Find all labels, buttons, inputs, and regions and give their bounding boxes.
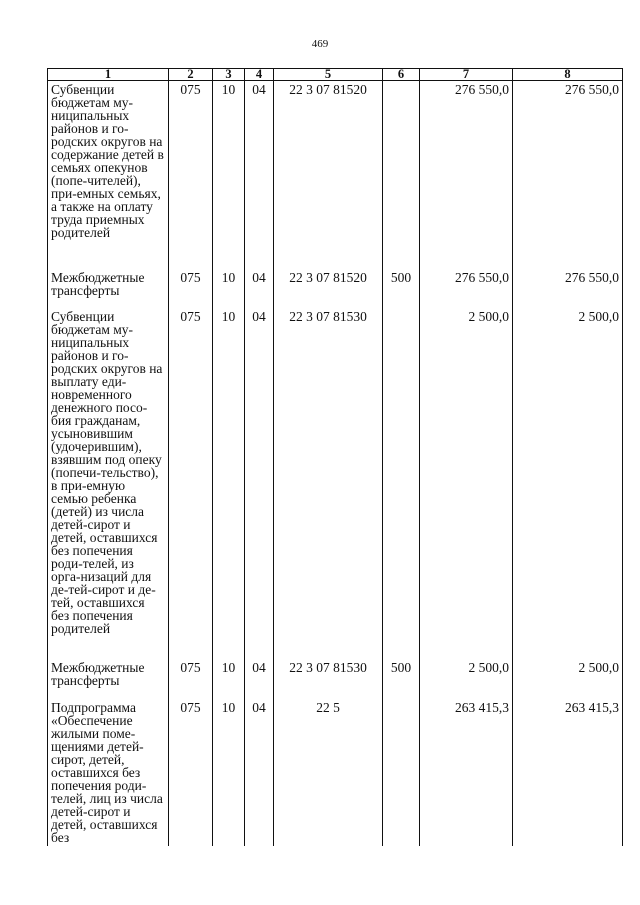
table-row (48, 308, 623, 659)
subsection-cell: 04 (245, 659, 274, 699)
ministry-code-cell: 075 (169, 308, 213, 659)
table-row (48, 659, 623, 699)
column-header: 2 (169, 69, 213, 81)
column-header: 5 (274, 69, 383, 81)
amount-cell: 2 500,0 (420, 308, 513, 659)
expense-type-cell (383, 699, 420, 846)
amount-cell: 2 500,0 (513, 659, 623, 699)
budget-table (47, 68, 623, 846)
amount-cell: 276 550,0 (513, 269, 623, 308)
page-number: 469 (311, 38, 329, 50)
ministry-code-cell: 075 (169, 269, 213, 308)
target-article-cell: 22 3 07 81520 (274, 81, 383, 270)
target-article-cell: 22 3 07 81520 (274, 269, 383, 308)
ministry-code-cell: 075 (169, 699, 213, 846)
ministry-code-cell: 075 (169, 659, 213, 699)
table-row (48, 269, 623, 308)
item-name-cell: Субвенции бюджетам му-ниципальных районов и го-родских округов на выплату еди-новременного денежного посо-бия гражданам, усыновившим (удочерившим), взявшим под опеку (попечи-тельство), в при-емную семью ребенка (детей) из числа детей-сирот и детей, оставшихся без попечения роди-телей, из орга-низаций для де-тей-сирот и де-тей, оставшихся без попечения родителей (48, 308, 169, 659)
table-header-row (48, 69, 623, 81)
section-cell: 10 (213, 308, 245, 659)
target-article-cell: 22 5 (274, 699, 383, 846)
item-name-cell: Субвенции бюджетам му-ниципальных районов и го-родских округов на содержание детей в семьях опекунов (попе-чителей), при-емных семьях, а также на оплату труда приемных родителей (48, 81, 169, 270)
amount-cell: 2 500,0 (420, 659, 513, 699)
item-name-cell: Межбюджетные трансферты (48, 269, 169, 308)
column-header: 3 (213, 69, 245, 81)
amount-cell: 276 550,0 (420, 269, 513, 308)
expense-type-cell: 500 (383, 659, 420, 699)
target-article-cell: 22 3 07 81530 (274, 659, 383, 699)
expense-type-cell (383, 81, 420, 270)
column-header: 6 (383, 69, 420, 81)
item-name-cell: Подпрограмма «Обеспечение жилыми поме-щениями детей-сирот, детей, оставшихся без попечения роди-телей, лиц из числа детей-сирот и детей, оставшихся без (48, 699, 169, 846)
subsection-cell: 04 (245, 269, 274, 308)
amount-cell: 276 550,0 (420, 81, 513, 270)
section-cell: 10 (213, 269, 245, 308)
column-header: 8 (513, 69, 623, 81)
amount-cell: 263 415,3 (513, 699, 623, 846)
expense-type-cell (383, 308, 420, 659)
subsection-cell: 04 (245, 308, 274, 659)
table-row (48, 81, 623, 270)
subsection-cell: 04 (245, 699, 274, 846)
section-cell: 10 (213, 81, 245, 270)
column-header: 1 (48, 69, 169, 81)
column-header: 4 (245, 69, 274, 81)
table-row (48, 699, 623, 846)
column-header: 7 (420, 69, 513, 81)
ministry-code-cell: 075 (169, 81, 213, 270)
section-cell: 10 (213, 659, 245, 699)
amount-cell: 2 500,0 (513, 308, 623, 659)
expense-type-cell: 500 (383, 269, 420, 308)
amount-cell: 263 415,3 (420, 699, 513, 846)
item-name-cell: Межбюджетные трансферты (48, 659, 169, 699)
target-article-cell: 22 3 07 81530 (274, 308, 383, 659)
amount-cell: 276 550,0 (513, 81, 623, 270)
section-cell: 10 (213, 699, 245, 846)
subsection-cell: 04 (245, 81, 274, 270)
